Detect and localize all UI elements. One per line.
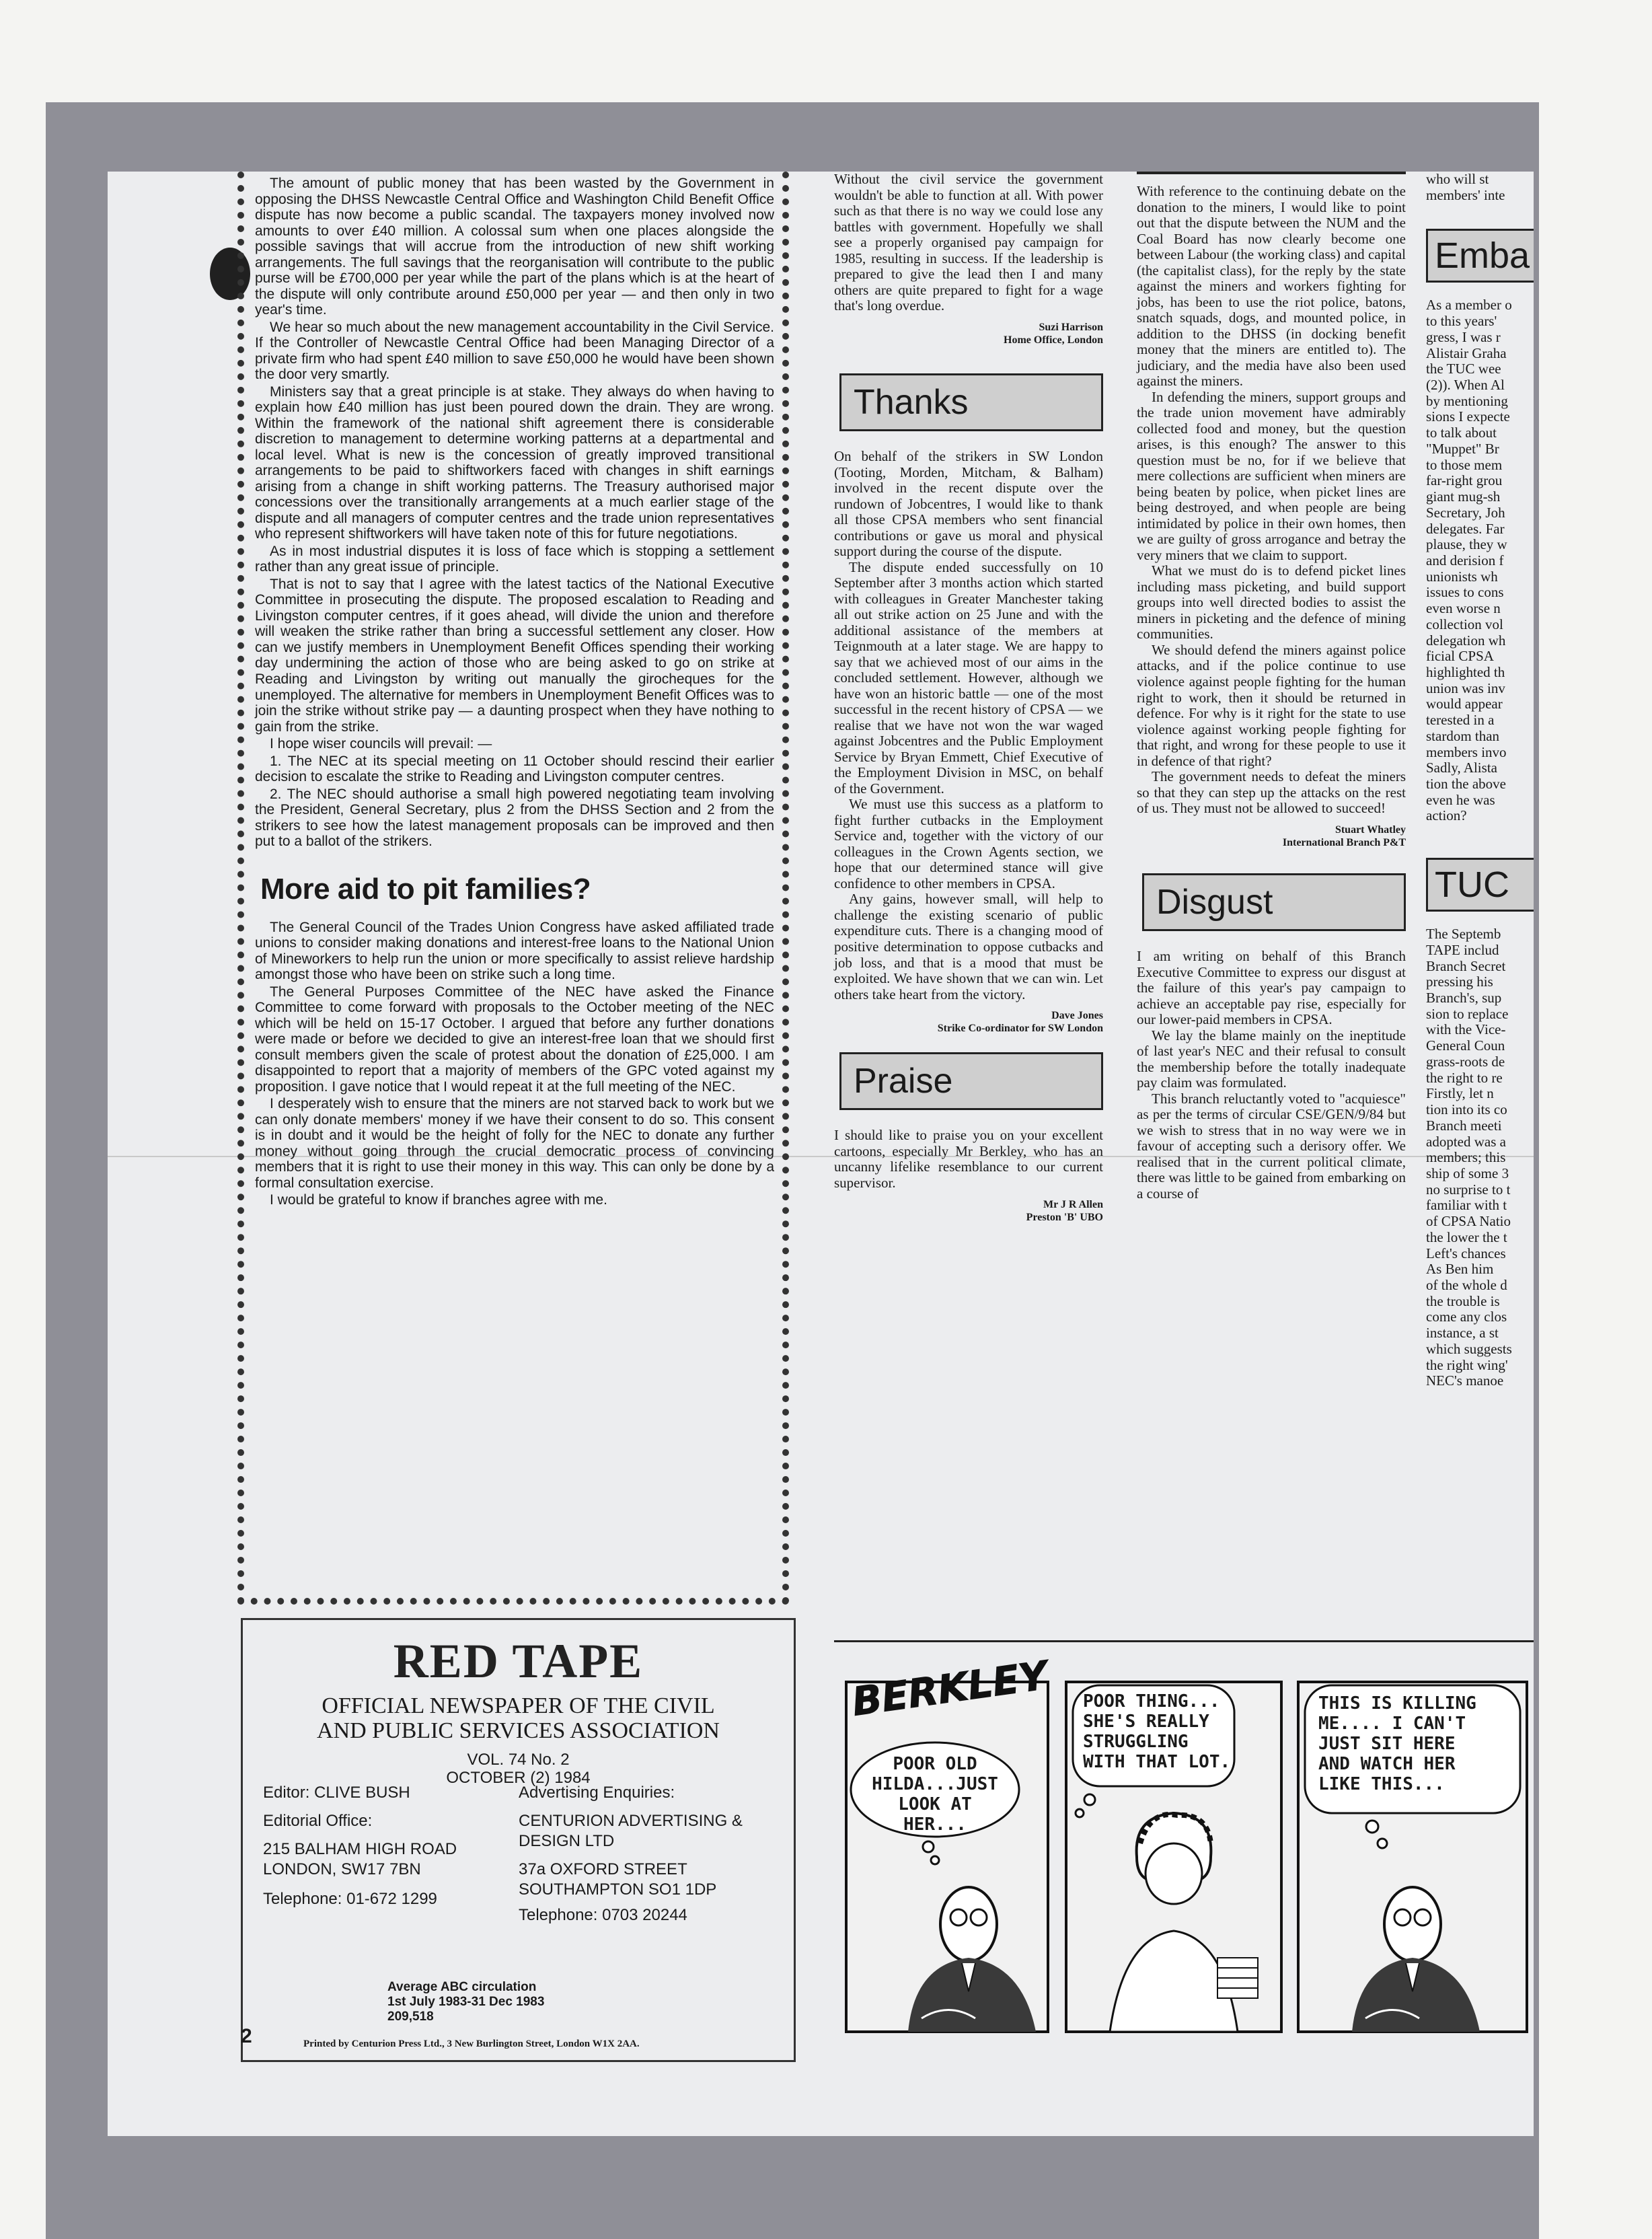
text-line: members' inte xyxy=(1426,186,1505,203)
text-line: tion the above xyxy=(1426,776,1506,792)
text-line: come any clos xyxy=(1426,1309,1507,1325)
text-line: grass-roots de xyxy=(1426,1053,1505,1070)
masthead-abc-value: 209,518 xyxy=(387,2009,434,2024)
masthead-abc-label: Average ABC circulation xyxy=(387,1980,537,1994)
text-line: ficial CPSA xyxy=(1426,648,1494,665)
signature-place: Strike Co-ordinator for SW London xyxy=(937,1023,1103,1035)
letter-tuc xyxy=(1426,926,1534,1389)
masthead-editor: Editor: CLIVE BUSH xyxy=(263,1784,410,1802)
paragraph: I should like to praise you on your excellent cartoons, especially Mr Berkley, who has an uncanny lifelike resemblance to our current supervisor. xyxy=(834,1127,1103,1191)
letters-column-3 xyxy=(1137,172,1406,1202)
left-article-box xyxy=(237,172,789,1605)
masthead-subtitle: AND PUBLIC SERVICES ASSOCIATION xyxy=(317,1718,720,1744)
paragraph: The government needs to defeat the miners so that they can step up the attacks on the rest of us. They must not be allowed to succeed! xyxy=(1137,768,1406,817)
text-line: pressing his xyxy=(1426,974,1493,990)
signature-harrison xyxy=(834,321,1103,346)
masthead-printer: Printed by Centurion Press Ltd., 3 New Burlington Street, London W1X 2AA. xyxy=(303,2039,640,2049)
text-line: even worse n xyxy=(1426,600,1501,617)
letter-disgust xyxy=(1137,949,1406,1202)
paragraph: I am writing on behalf of this Branch Executive Committee to express our disgust at the failure of this year's pay campaign to achieve an acceptable pay rise, especially for our lower-paid members in CPSA. xyxy=(1137,948,1406,1028)
speech-panel-1 xyxy=(868,1755,1002,1835)
text-line: sion to replace xyxy=(1426,1005,1509,1022)
letter-thanks xyxy=(834,449,1103,1002)
text-line: union was inv xyxy=(1426,680,1505,696)
text-line: to this years' xyxy=(1426,313,1497,330)
speech-line: WITH THAT LOT. xyxy=(1083,1751,1231,1772)
text-line: who will st xyxy=(1426,172,1489,187)
text-line: The Septemb xyxy=(1426,926,1501,943)
berkley-cartoon xyxy=(834,1642,1534,2052)
paragraph: That is not to say that I agree with the latest tactics of the National Executive Committee in prosecuting the dispute. The proposed escalation to Reading and Livingston computer centres, if it goes ahead, will divide the union and therefore will weaken the strike rather than bring a successful settlement any closer. How can we justify members in Unemployment Benefit Offices spending their working day undermining the action of those who are being asked to go on strike at Reading and Livingston by writing out manually the girocheques for the unemployed. The alternative for members in Unemployment Benefit Offices was to join the strike without strike pay — a daunting prospect when they have nothing to gain from the strike. xyxy=(255,576,774,735)
text-line: and derision f xyxy=(1426,552,1504,568)
text-line: giant mug-sh xyxy=(1426,488,1501,505)
emba-heading: Emba xyxy=(1426,229,1534,283)
paragraph: 2. The NEC should authorise a small high powered negotiating team involving the President, General Secretary, plus 2 from the DHSS Section and 2 from the strikers to see how the latest management proposals can be improved and then put to a ballot of the strikers. xyxy=(255,786,774,850)
paragraph: We hear so much about the new management accountability in the Civil Service. If the Controller of Newcastle Central Office had been Managing Director of a private firm who had spent £40 million to save £50,000 he would have been shown the door very smartly. xyxy=(255,319,774,383)
text-line: familiar with t xyxy=(1426,1197,1507,1214)
text-line: stardom than xyxy=(1426,727,1500,744)
text-line: to those mem xyxy=(1426,456,1503,473)
cartoon-title: BERKLEY xyxy=(849,1652,1051,1725)
paragraph: The General Council of the Trades Union Congress have asked affiliated trade unions to consider making donations and interest-free loans to the National Union of Mineworkers to help run the union or more specifically to assist relieve hardship amongst those who have been on strike such a long time. xyxy=(255,919,774,983)
masthead-adv-label: Advertising Enquiries: xyxy=(519,1784,675,1802)
paragraph: In defending the miners, support groups and the trade union movement have admirably collected food and money, but the question arises, is this enough? The answer to this question must be no, for if we believe that mere collections are sufficient when miners are being beaten by police, when picket lines are being destroyed, and when people are being intimidated by police in their own homes, then we are guilty of gross arrogance and betray the very miners that we claim to support. xyxy=(1137,388,1406,563)
speech-line: HILDA...JUST xyxy=(872,1773,998,1794)
text-line: the right to re xyxy=(1426,1069,1503,1086)
disgust-heading: Disgust xyxy=(1142,873,1406,931)
speech-line: JUST SIT HERE xyxy=(1318,1733,1456,1754)
masthead-telephone: Telephone: 01-672 1299 xyxy=(263,1890,437,1908)
text-line: no surprise to t xyxy=(1426,1181,1511,1198)
speech-line: THIS IS KILLING xyxy=(1318,1693,1476,1714)
text-line: far-right grou xyxy=(1426,472,1503,489)
text-line: gress, I was r xyxy=(1426,328,1501,345)
text-line: plause, they w xyxy=(1426,536,1507,553)
letter-praise xyxy=(834,1128,1103,1191)
speech-panel-3 xyxy=(1318,1694,1513,1794)
text-line: delegation wh xyxy=(1426,632,1506,649)
speech-line: SHE'S REALLY xyxy=(1083,1711,1209,1732)
text-line: to talk about xyxy=(1426,425,1497,441)
signature-name: Stuart Whatley xyxy=(1335,823,1406,836)
text-line: members; this xyxy=(1426,1149,1506,1166)
text-line: adopted was a xyxy=(1426,1133,1506,1150)
text-line: sions I expecte xyxy=(1426,408,1510,425)
masthead-adv-address: SOUTHAMPTON SO1 1DP xyxy=(519,1880,717,1899)
pit-article-body xyxy=(255,920,774,1208)
text-line: members invo xyxy=(1426,743,1507,760)
masthead-adv-company: DESIGN LTD xyxy=(519,1832,615,1850)
text-line: Sadly, Alista xyxy=(1426,760,1497,776)
text-line: Firstly, let n xyxy=(1426,1085,1494,1102)
speech-line: AND WATCH HER xyxy=(1318,1753,1456,1774)
text-line: Secretary, Joh xyxy=(1426,504,1505,521)
letter-harrison xyxy=(834,172,1103,314)
paragraph: I desperately wish to ensure that the miners are not starved back to work but we can only donate members' money if we have their consent to do so. This consent is in doubt and it would be the height of folly for the NEC to donate any further money without going through the crucial democratic process of convincing members that it is right to use their money in this way. This can only be done by a formal consultation exercise. xyxy=(255,1096,774,1191)
text-line: (2)). When Al xyxy=(1426,377,1505,394)
paragraph: I would be grateful to know if branches agree with me. xyxy=(270,1192,607,1208)
text-line: of the whole d xyxy=(1426,1276,1507,1293)
pit-article-headline: More aid to pit families? xyxy=(260,872,591,906)
speech-panel-2 xyxy=(1083,1692,1231,1773)
speech-line: LIKE THIS... xyxy=(1318,1773,1445,1794)
paragraph: I hope wiser councils will prevail: — xyxy=(270,736,492,752)
signature-allen xyxy=(834,1198,1103,1224)
masthead-issue: OCTOBER (2) 1984 xyxy=(446,1769,591,1788)
text-line: by mentioning xyxy=(1426,392,1508,409)
speech-line: LOOK AT HER... xyxy=(898,1794,972,1835)
text-line: ship of some 3 xyxy=(1426,1165,1509,1181)
signature-name: Dave Jones xyxy=(1051,1010,1103,1022)
paragraph: This branch reluctantly voted to "acquiesce" as per the terms of circular CSE/GEN/9/84 but we wish to stress that in no way were we in favour of accepting such a derisory offer. We realised that in the current political climate, there was little to be gained from embarking on a course of xyxy=(1137,1090,1406,1202)
masthead-subtitle: OFFICIAL NEWSPAPER OF THE CIVIL xyxy=(322,1693,715,1718)
praise-heading: Praise xyxy=(839,1052,1103,1110)
signature-jones xyxy=(834,1009,1103,1035)
text-line: General Coun xyxy=(1426,1037,1505,1054)
text-line: "Muppet" Br xyxy=(1426,440,1499,457)
left-article-body xyxy=(255,176,774,850)
letter-embarrassment xyxy=(1426,297,1534,824)
masthead-abc-period: 1st July 1983-31 Dec 1983 xyxy=(387,1994,545,2009)
paragraph: As in most industrial disputes it is loss of face which is stopping a settlement rather than any great issue of principle. xyxy=(255,543,774,575)
text-line: the trouble is xyxy=(1426,1292,1500,1309)
masthead-title: RED TAPE xyxy=(393,1634,644,1688)
text-line: TAPE includ xyxy=(1426,941,1499,958)
text-line: Alistair Graha xyxy=(1426,344,1507,361)
masthead-box xyxy=(241,1618,796,2062)
paragraph: The amount of public money that has been wasted by the Government in opposing the DHSS Newcastle Central Office and Washington Child Benefit Office dispute has now become a public scandal. The taxpayers money involved now amounts to over £40 million. A colossal sum when one places alongside the possible savings that will accrue from the introduction of new shift working arrangements. The full savings that the reorganisation will contribute to the public purse will be £700,000 per year while the part of the plans which is at the heart of the dispute will only contribute around £50,000 per year — and then only in two year's time. xyxy=(255,176,774,318)
signature-place: Preston 'B' UBO xyxy=(1026,1211,1103,1223)
paragraph: With reference to the continuing debate on the donation to the miners, I would like to point out that the dispute between the NUM and the Coal Board has now clearly become one between Labour (the working class) and capital (the capitalist class), for the reply by the state against the miners and workers fighting for jobs, has been to use the riot police, batons, snatch squads, dogs, and mounted police, in addition to the DHSS (in docking benefit money that the miners are entitled to). The judiciary, and the media have also been used against the miners. xyxy=(1137,183,1406,390)
paragraph: Any gains, however small, will help to challenge the existing scenario of public expenditure cuts. There is a changing mood of positive determination to oppose cutbacks and job loss, and that is a mood that must be exploited. We have shown that we can win. Let others take heart from the victory. xyxy=(834,891,1103,1002)
signature-place: Home Office, London xyxy=(1004,334,1103,346)
text-line: the TUC wee xyxy=(1426,361,1501,377)
text-line: instance, a st xyxy=(1426,1325,1499,1342)
text-line: of CPSA Natio xyxy=(1426,1213,1511,1230)
signature-name: Mr J R Allen xyxy=(1043,1198,1103,1210)
text-line: tion into its co xyxy=(1426,1101,1507,1118)
signature-whatley xyxy=(1137,823,1406,849)
text-line: collection vol xyxy=(1426,616,1503,632)
text-line: delegates. Far xyxy=(1426,520,1505,537)
letters-column-2 xyxy=(834,172,1103,1224)
text-line: Branch's, sup xyxy=(1426,990,1502,1006)
paragraph: We lay the blame mainly on the ineptitude of last year's NEC and their refusal to consult the membership before the totally inadequate pay claim was formulated. xyxy=(1137,1027,1406,1091)
text-line: even he was xyxy=(1426,791,1495,808)
page-number: 2 xyxy=(241,2025,252,2047)
paragraph: The dispute ended successfully on 10 September after 3 months action which started with colleagues in Greater Manchester taking all out strike action on 25 June and with the additional assistance of the members at Teignmouth at a later stage. We are happy to say that we achieved most of our aims in the concluded settlement. However, although we have won an historic battle — one of the most successful in the recent history of CPSA — we realise that we have not won the war waged against Jobcentres and the Public Employment Service by Bryan Emmett, Chief Executive of the Employment Division in MSC, on behalf of the Government. xyxy=(834,558,1103,797)
masthead-adv-telephone: Telephone: 0703 20244 xyxy=(519,1906,687,1924)
letter-whatley xyxy=(1137,184,1406,817)
paragraph: Ministers say that a great principle is at stake. They always do when having to explain how £40 million has just been poured down the drain. They are wrong. Within the framework of the national shift agreement there is considerable discretion to management to determine working patterns at a departmental and local level. What is new is the concession of greatly improved transitional arrangements to be paid to shiftworkers faced with changes in shift earnings arising from a change in shift working patterns. The Treasury authorised major concessions over the transitionally arrangements at a much earlier stage of the dispute and all managers of computer centres and the trade union representatives who represent shiftworkers will have taken note of this for future negotiations. xyxy=(255,383,774,542)
text-line: action? xyxy=(1426,807,1467,824)
paragraph: We must use this success as a platform to fight further cutbacks in the Employment Service and, together with the victory of our colleagues in the Crown Agents section, we hope that our determined stance will give confidence to other members in CPSA. xyxy=(834,796,1103,891)
text-line: which suggests xyxy=(1426,1340,1512,1357)
speech-line: POOR THING... xyxy=(1083,1691,1220,1712)
paragraph: Without the civil service the government wouldn't be able to function at all. With power such as that there is no way we could lose any battles with government. Hopefully we shall see a properly organised pay campaign for 1985, resulting in success. If the leadership is prepared to give the lead then I and many others are quite prepared to fight for a wage that's long overdue. xyxy=(834,171,1103,314)
signature-name: Suzi Harrison xyxy=(1039,321,1103,333)
text-line: the lower the t xyxy=(1426,1228,1507,1245)
paragraph: The General Purposes Committee of the NEC have asked the Finance Committee to come forward with proposals to the October meeting of the NEC which will be held on 15-17 October. I argued that before any further donations were made or before we decided to give an interest-free loan that we should first consult members given the scale of protest about the donation of £25,000. I am disappointed to report that a majority of members of the GPC voted against my proposition. I gave notice that I would repeat it at the full meeting of the NEC. xyxy=(255,984,774,1095)
masthead-address: 215 BALHAM HIGH ROAD xyxy=(263,1840,457,1858)
thanks-heading: Thanks xyxy=(839,373,1103,431)
text-line: with the Vice- xyxy=(1426,1021,1506,1038)
speech-line: STRUGGLING xyxy=(1083,1731,1189,1752)
text-line: issues to cons xyxy=(1426,584,1504,601)
text-line: Branch Secret xyxy=(1426,957,1506,974)
speech-line: POOR OLD xyxy=(893,1754,977,1774)
paragraph: We should defend the miners against police attacks, and if the police continue to use violence against people fighting for the human right to work, then it should be returned in defence. For why is it right for the state to use violence against working people fighting for that right, and wrong for these people to use it in defence of that right? xyxy=(1137,641,1406,769)
text-line: Left's chances xyxy=(1426,1245,1506,1261)
masthead-office-label: Editorial Office: xyxy=(263,1812,373,1830)
text-line: NEC's manoe xyxy=(1426,1372,1504,1389)
letters-column-4 xyxy=(1426,172,1534,1389)
tuc-heading: TUC xyxy=(1426,858,1534,912)
signature-place: International Branch P&T xyxy=(1282,836,1406,848)
text-line: As a member o xyxy=(1426,297,1512,314)
text-line: highlighted th xyxy=(1426,663,1505,680)
masthead-adv-address: 37a OXFORD STREET xyxy=(519,1860,687,1878)
speech-line: ME.... I CAN'T xyxy=(1318,1713,1466,1734)
masthead-volume: VOL. 74 No. 2 xyxy=(467,1750,570,1769)
paragraph: On behalf of the strikers in SW London (Tooting, Morden, Mitcham, & Balham) involved in the recent dispute over the rundown of Jobcentres, I would like to thank all those CPSA members who sent financial contributions or gave us moral and physical support during the course of the dispute. xyxy=(834,448,1103,560)
text-line: would appear xyxy=(1426,696,1503,712)
text-line: terested in a xyxy=(1426,712,1495,729)
paragraph: What we must do is to defend picket lines including mass picketing, and build support groups into well directed bodies to assist the miners in picketing and the defence of mining communities. xyxy=(1137,562,1406,643)
text-line: Branch meeti xyxy=(1426,1117,1502,1134)
letter-fragment-top xyxy=(1426,172,1534,203)
masthead-address: LONDON, SW17 7BN xyxy=(263,1860,421,1878)
paragraph: 1. The NEC at its special meeting on 11 October should rescind their earlier decision to escalate the strike to Reading and Livingston computer centres. xyxy=(255,753,774,785)
text-line: the right wing' xyxy=(1426,1356,1508,1373)
masthead-adv-company: CENTURION ADVERTISING & xyxy=(519,1812,743,1830)
text-line: unionists wh xyxy=(1426,568,1498,585)
text-line: As Ben him xyxy=(1426,1261,1494,1278)
